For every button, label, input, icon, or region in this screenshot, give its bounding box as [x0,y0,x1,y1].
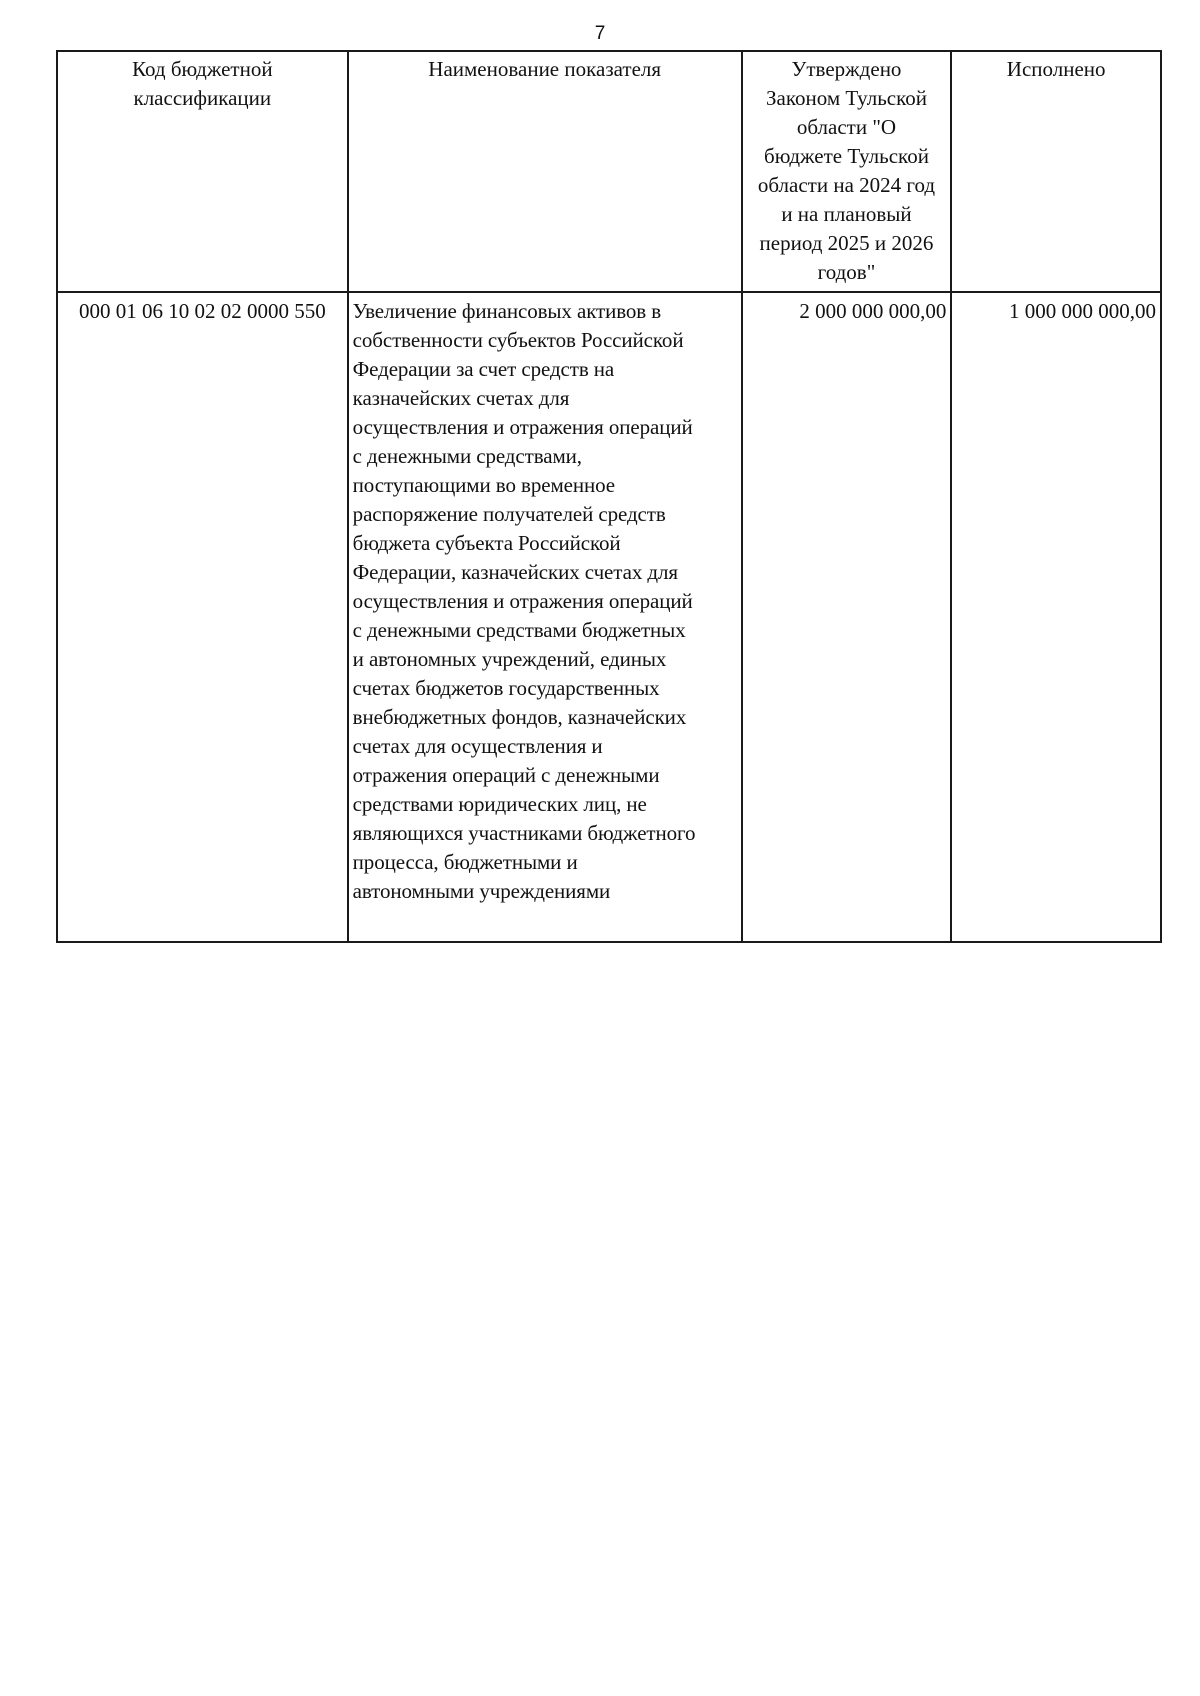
header-executed [951,51,1161,292]
header-code [57,51,348,292]
header-executed-label: Исполнено [1006,57,1106,81]
table-row [57,292,1161,942]
cell-executed-amount: 1 000 000 000,00 [951,292,1161,942]
header-name-label: Наименование показателя [428,57,662,81]
cell-indicator-name: Увеличение финансовых активов в собственности субъектов Российской Федерации за счет средств на казначейских счетах для осуществления и отражения операций с денежными средствами, поступающими во временное распоряжение получателей средств бюджета субъекта Российской Федерации, казначейских счетах для осуществления и отражения операций с денежными средствами бюджетных и автономных учреждений, единых счетах бюджетов государственных внебюджетных фондов, казначейских счетах для осуществления и отражения операций с денежными средствами юридических лиц, не являющихся участниками бюджетного процесса, бюджетными и автономными учреждениями [348,292,742,942]
cell-approved-amount: 2 000 000 000,00 [742,292,952,942]
header-approved-label: Утверждено Законом Тульской области "О бюджете Тульской области на 2024 год и на плановый период 2025 и 2026 годов" [757,57,936,284]
cell-budget-code: 000 01 06 10 02 02 0000 550 [57,292,348,942]
page-number: 7 [594,23,606,44]
header-approved [742,51,952,292]
header-code-label: Код бюджетной классификации [132,57,273,110]
table-header-row [57,51,1161,292]
header-name [348,51,742,292]
budget-table [56,50,1162,943]
